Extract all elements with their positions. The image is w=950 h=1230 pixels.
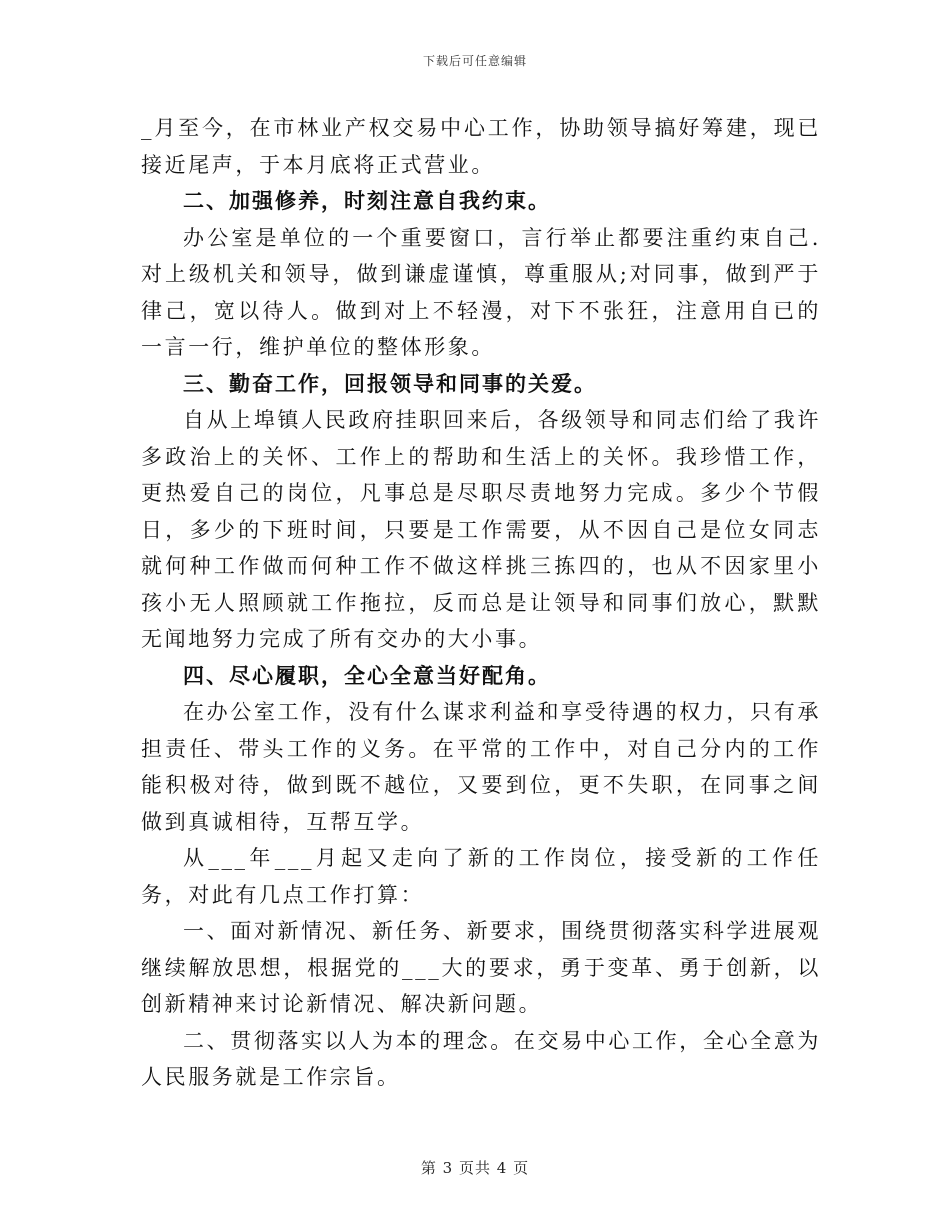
page-header: 下载后可任意编辑 [422,54,527,68]
page-number-footer: 第 3 页共 4 页 [420,1159,530,1177]
paragraph-plan-1: 一、面对新情况、新任务、新要求，围绕贯彻落实科学进展观继续解放思想，根据党的___大的要求，勇于变革、勇于创新，以创新精神来讨论新情况、解决新问题。 [141,919,821,1016]
paragraph-hard-work: 自从上埠镇人民政府挂职回来后，各级领导和同志们给了我许多政治上的关怀、工作上的帮助和生活上的关怀。我珍惜工作，更热爱自己的岗位，凡事总是尽职尽责地努力完成。多少个节假日，多少的下班时间，只要是工作需要，从不因自己是位女同志就何种工作做而何种工作不做这样挑三拣四的，也从不因家里小孩小无人照顾就工作拖拉，反而总是让领导和同事们放心，默默无闻地努力完成了所有交办的大小事。 [141,408,821,651]
paragraph-new-position: 从___年___月起又走向了新的工作岗位，接受新的工作任务，对此有几点工作打算： [141,846,821,907]
paragraph-office-duties: 在办公室工作，没有什么谋求利益和享受待遇的权力，只有承担责任、带头工作的义务。在平常的工作中，对自己分内的工作能积极对待，做到既不越位，又要到位，更不失职，在同事之间做到真诚相待，互帮互学。 [141,700,821,834]
section-heading-4: 四、尽心履职，全心全意当好配角。 [183,662,551,688]
document-body [141,110,821,1096]
paragraph-plan-2: 二、贯彻落实以人为本的理念。在交易中心工作，全心全意为人民服务就是工作宗旨。 [141,1028,821,1089]
paragraph-continuation: _月至今，在市林业产权交易中心工作，协助领导搞好筹建，现已接近尾声，于本月底将正式营业。 [141,116,821,177]
paragraph-self-discipline: 办公室是单位的一个重要窗口，言行举止都要注重约束自己.对上级机关和领导，做到谦虚谨慎，尊重服从;对同事，做到严于律己，宽以待人。做到对上不轻漫，对下不张狂，注意用自已的一言一行，维护单位的整体形象。 [141,225,821,359]
section-heading-3: 三、勤奋工作，回报领导和同事的关爱。 [183,370,597,396]
section-heading-2: 二、加强修养，时刻注意自我约束。 [183,188,551,213]
